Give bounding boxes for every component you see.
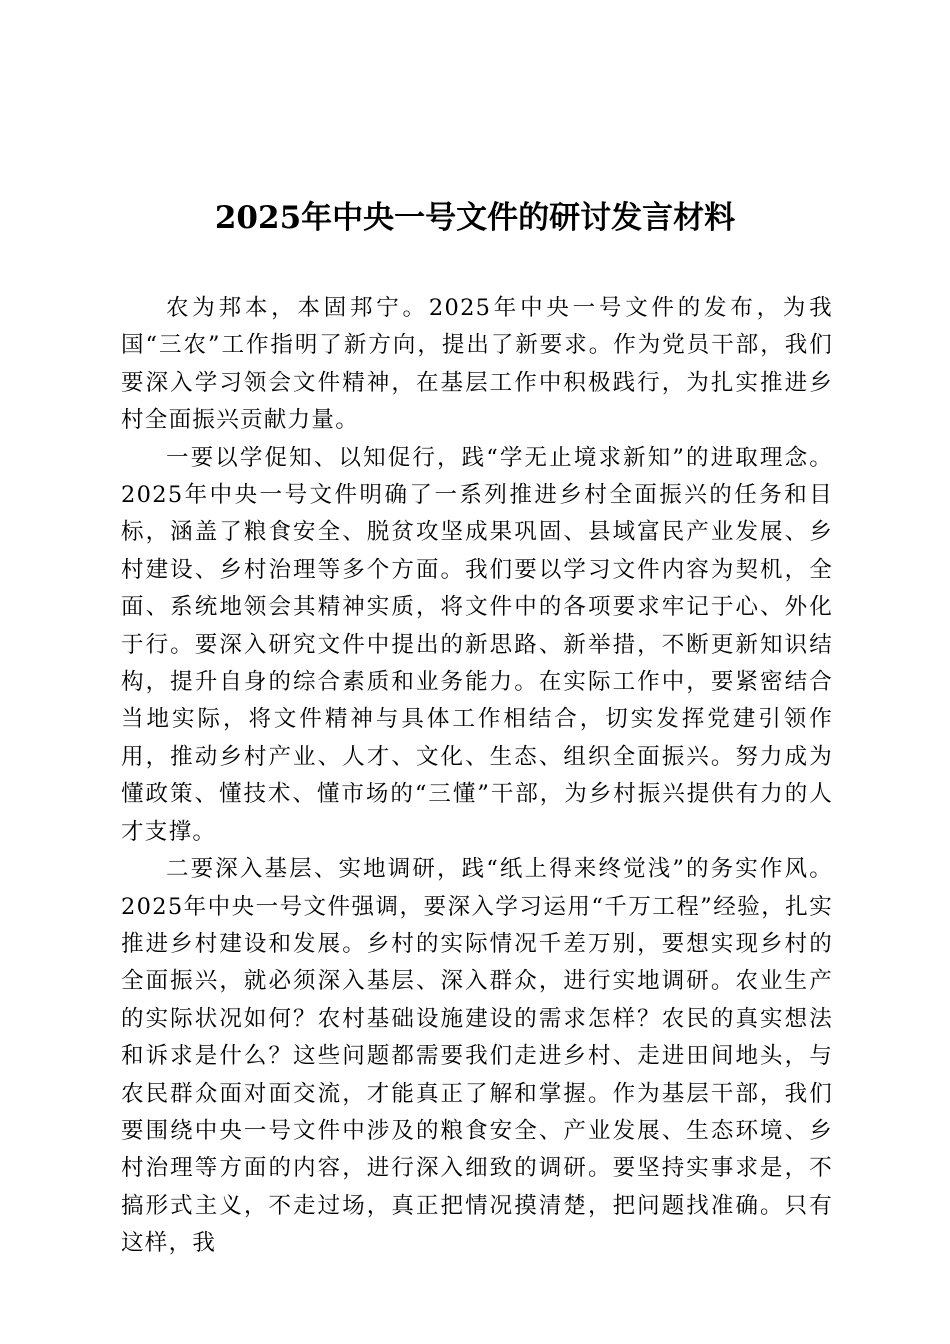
paragraph-intro: 农为邦本，本固邦宁。2025年中央一号文件的发布，为我国“三农”工作指明了新方向，提出了新要求。作为党员干部，我们要深入学习领会文件精神，在基层工作中积极践行，为扎实推进乡村全面振兴贡献力量。 bbox=[121, 295, 833, 434]
paragraph-point-two: 二要深入基层、实地调研，践“纸上得来终觉浅”的务实作风。2025年中央一号文件强调，要深入学习运用“千万工程”经验，扎实推进乡村建设和发展。乡村的实际情况千差万别，要想实现乡村的全面振兴，就必须深入基层、深入群众，进行实地调研。农业生产的实际状况如何？农村基础设施建设的需求怎样？农民的真实想法和诉求是什么？这些问题都需要我们走进乡村、走进田间地头，与农民群众面对面交流，才能真正了解和掌握。作为基层干部，我们要围绕中央一号文件中涉及的粮食安全、产业发展、生态环境、乡村治理等方面的内容，进行深入细致的调研。要坚持实事求是，不搞形式主义，不走过场，真正把情况摸清楚，把问题找准确。只有这样，我 bbox=[121, 856, 833, 1257]
document-title: 2025年中央一号文件的研讨发言材料 bbox=[214, 200, 736, 236]
document-body bbox=[121, 290, 833, 1263]
paragraph-point-one: 一要以学促知、以知促行，践“学无止境求新知”的进取理念。2025年中央一号文件明确了一系列推进乡村全面振兴的任务和目标，涵盖了粮食安全、脱贫攻坚成果巩固、县域富民产业发展、乡村建设、乡村治理等多个方面。我们要以学习文件内容为契机，全面、系统地领会其精神实质，将文件中的各项要求牢记于心、外化于行。要深入研究文件中提出的新思路、新举措，不断更新知识结构，提升自身的综合素质和业务能力。在实际工作中，要紧密结合当地实际，将文件精神与具体工作相结合，切实发挥党建引领作用，推动乡村产业、人才、文化、生态、组织全面振兴。努力成为懂政策、懂技术、懂市场的“三懂”干部，为乡村振兴提供有力的人才支撑。 bbox=[121, 444, 833, 845]
